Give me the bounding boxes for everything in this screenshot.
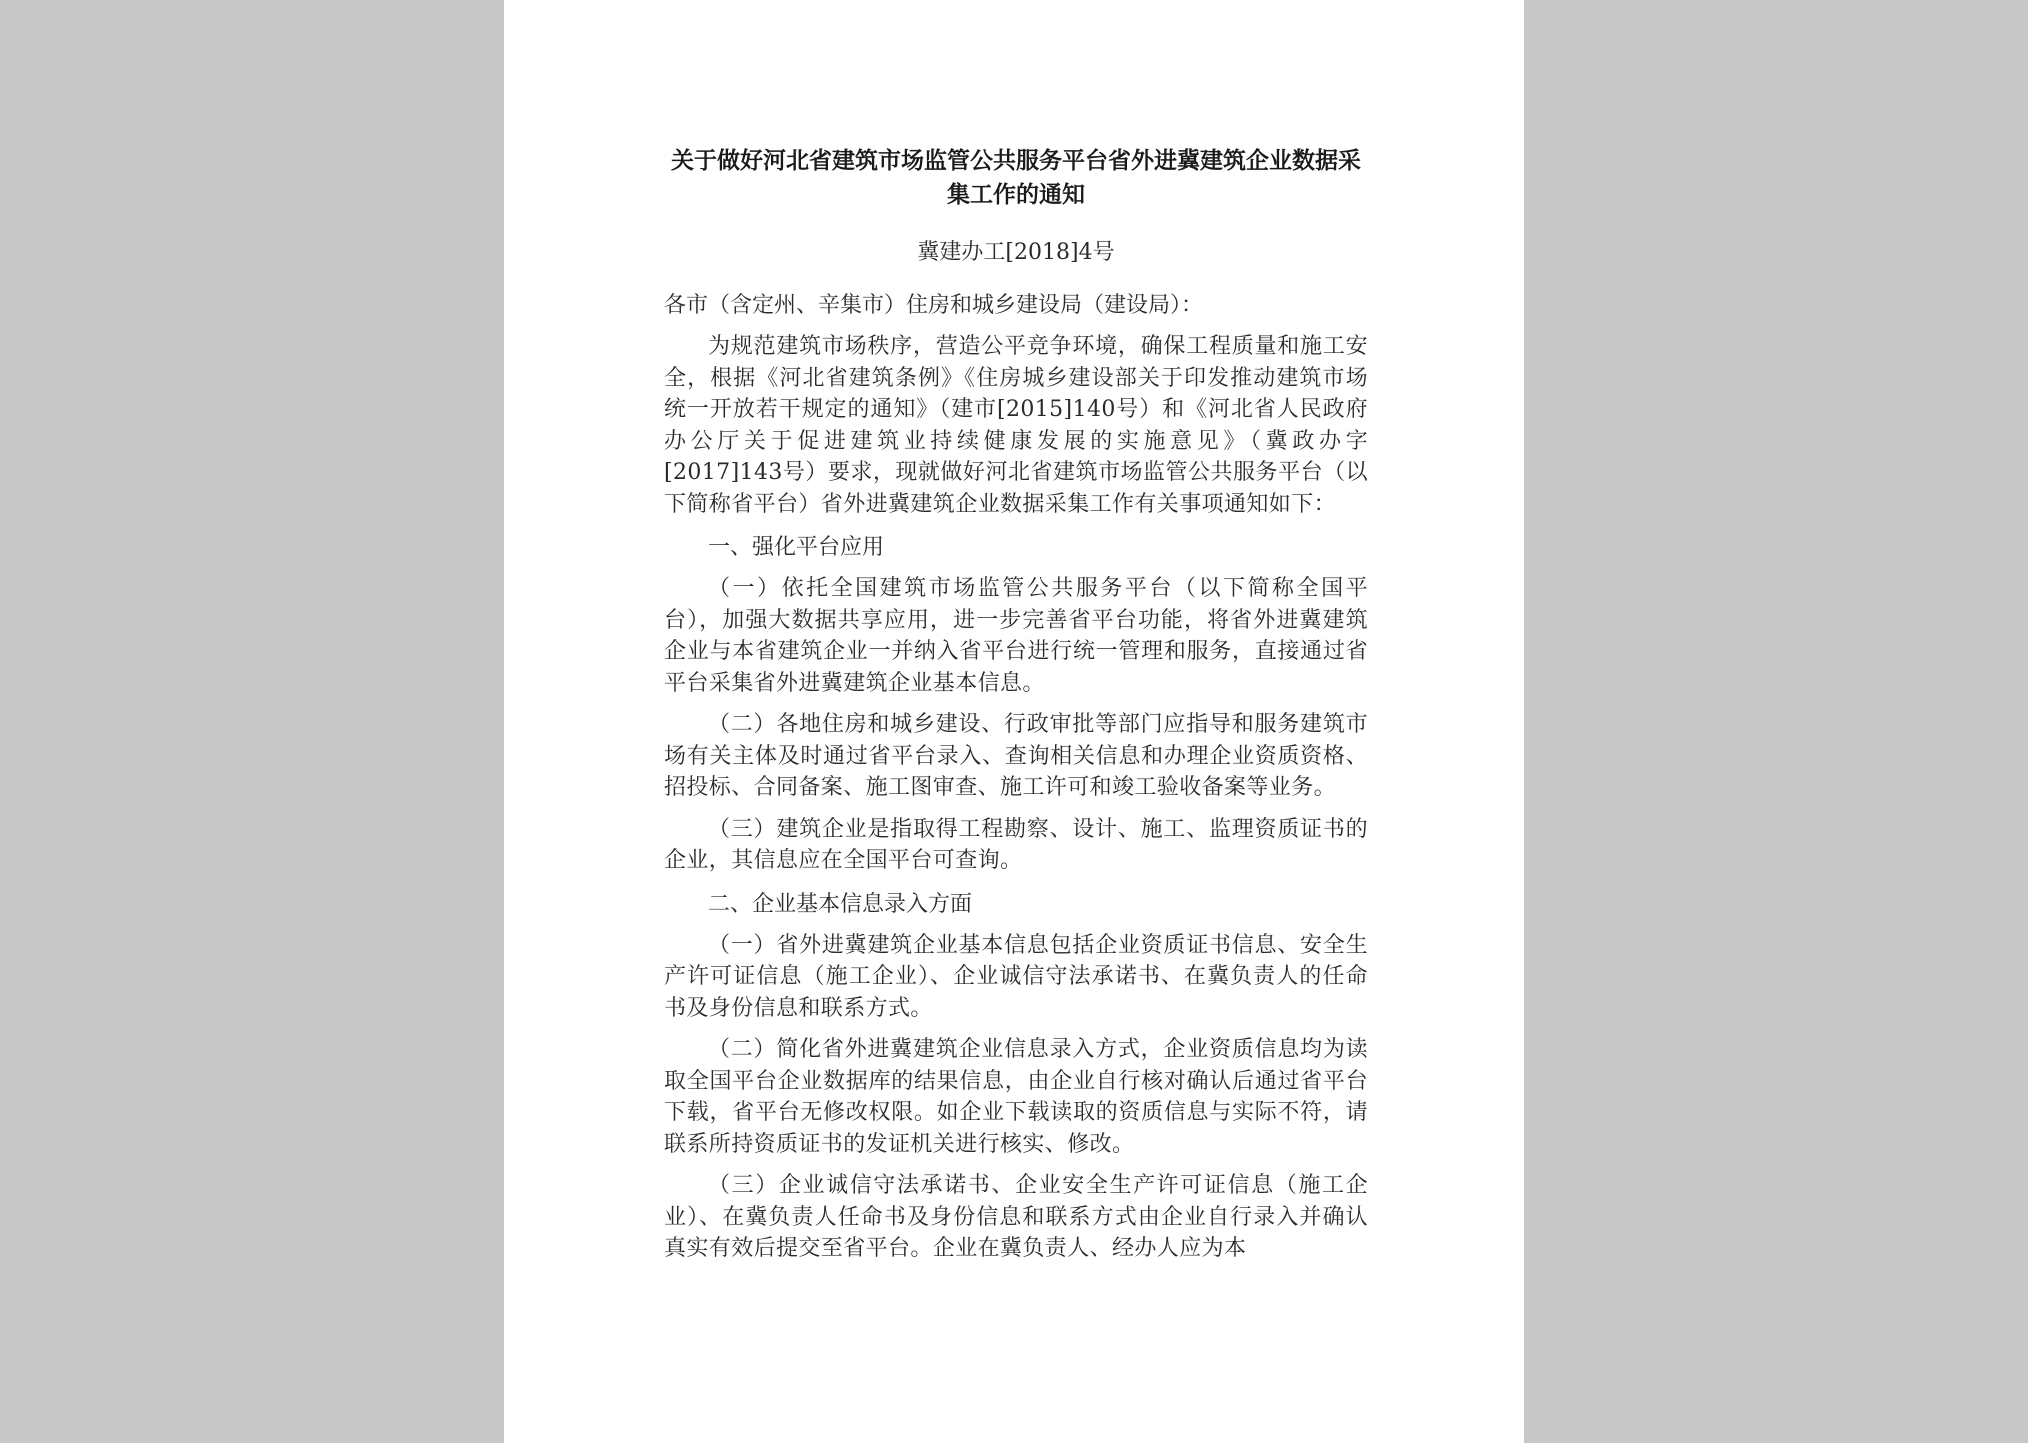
section-2-item-1: （一）省外进冀建筑企业基本信息包括企业资质证书信息、安全生产许可证信息（施工企业）、企业诚信守法承诺书、在冀负责人的任命书及身份信息和联系方式。 [664, 932, 1368, 1021]
section-1-item-1: （一）依托全国建筑市场监管公共服务平台（以下简称全国平台），加强大数据共享应用，进一步完善省平台功能，将省外进冀建筑企业与本省建筑企业一并纳入省平台进行统一管理和服务，直接通过省平台采集省外进冀建筑企业基本信息。 [664, 576, 1368, 696]
section-2-item-2: （二）简化省外进冀建筑企业信息录入方式，企业资质信息均为读取全国平台企业数据库的结果信息，由企业自行核对确认后通过省平台下载，省平台无修改权限。如企业下载读取的资质信息与实际不符，请联系所持资质证书的发证机关进行核实、修改。 [664, 1037, 1368, 1157]
section-1-item-3: （三）建筑企业是指取得工程勘察、设计、施工、监理资质证书的企业，其信息应在全国平台可查询。 [664, 816, 1368, 873]
document-page [504, 0, 1524, 1443]
section-heading-1: 一、强化平台应用 [708, 535, 885, 560]
intro-paragraph: 为规范建筑市场秩序，营造公平竞争环境，确保工程质量和施工安全，根据《河北省建筑条例》《住房城乡建设部关于印发推动建筑市场统一开放若干规定的通知》（建市[2015]140号）和《河北省人民政府办公厅关于促进建筑业持续健康发展的实施意见》（冀政办字[2017]143号）要求，现就做好河北省建筑市场监管公共服务平台（以下简称省平台）省外进冀建筑企业数据采集工作有关事项通知如下： [664, 334, 1368, 517]
document-title: 关于做好河北省建筑市场监管公共服务平台省外进冀建筑企业数据采集工作的通知 [671, 148, 1361, 208]
addressee: 各市（含定州、辛集市）住房和城乡建设局（建设局）： [664, 293, 1204, 318]
section-heading-2: 二、企业基本信息录入方面 [708, 891, 973, 917]
section-2-item-3: （三）企业诚信守法承诺书、企业安全生产许可证信息（施工企业）、在冀负责人任命书及身份信息和联系方式由企业自行录入并确认真实有效后提交至省平台。企业在冀负责人、经办人应为本 [664, 1173, 1368, 1261]
section-1-item-2: （二）各地住房和城乡建设、行政审批等部门应指导和服务建筑市场有关主体及时通过省平台录入、查询相关信息和办理企业资质资格、招投标、合同备案、施工图审查、施工许可和竣工验收备案等业务。 [664, 712, 1368, 800]
document-number: 冀建办工[2018]4号 [917, 240, 1115, 265]
page-content [664, 144, 1368, 1265]
